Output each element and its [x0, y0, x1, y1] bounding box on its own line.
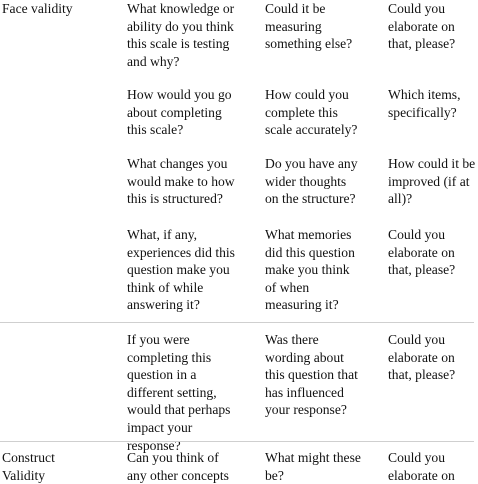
row-1-probe: Which items, specifically? [388, 87, 461, 120]
row-3-probe: Could you elaborate on that, please? [388, 227, 456, 278]
row-5-probe: Could you elaborate on [388, 450, 455, 483]
row-3-question: What, if any, experiences did this question make you think of while answering it? [127, 227, 235, 313]
row-4-follow-up: Was there wording about this question that has influenced your response? [265, 332, 358, 418]
row-2-follow-up: Do you have any wider thoughts on the structure? [265, 156, 358, 207]
row-divider [0, 322, 474, 323]
row-1-question: How would you go about completing this scale? [127, 87, 232, 138]
row-1-follow-up: How could you complete this scale accurately? [265, 87, 358, 138]
row-3-follow-up: What memories did this question make you think of when measuring it? [265, 227, 355, 313]
row-4-probe: Could you elaborate on that, please? [388, 332, 456, 383]
row-5-category: Construct Validity [2, 450, 55, 483]
row-0-category: Face validity [2, 1, 73, 16]
row-2-probe: How could it be improved (if at all)? [388, 156, 476, 207]
row-0-probe: Could you elaborate on that, please? [388, 1, 456, 52]
row-5-question: Can you think of any other concepts [127, 450, 229, 483]
row-2-question: What changes you would make to how this is structured? [127, 156, 235, 207]
section-divider [0, 441, 474, 442]
row-0-follow-up: Could it be measuring something else? [265, 1, 353, 52]
row-4-question: If you were completing this question in a different setting, would that perhaps impact your response? [127, 332, 231, 453]
row-5-follow-up: What might these be? [265, 450, 361, 483]
row-0-question: What knowledge or ability do you think this scale is testing and why? [127, 1, 235, 69]
